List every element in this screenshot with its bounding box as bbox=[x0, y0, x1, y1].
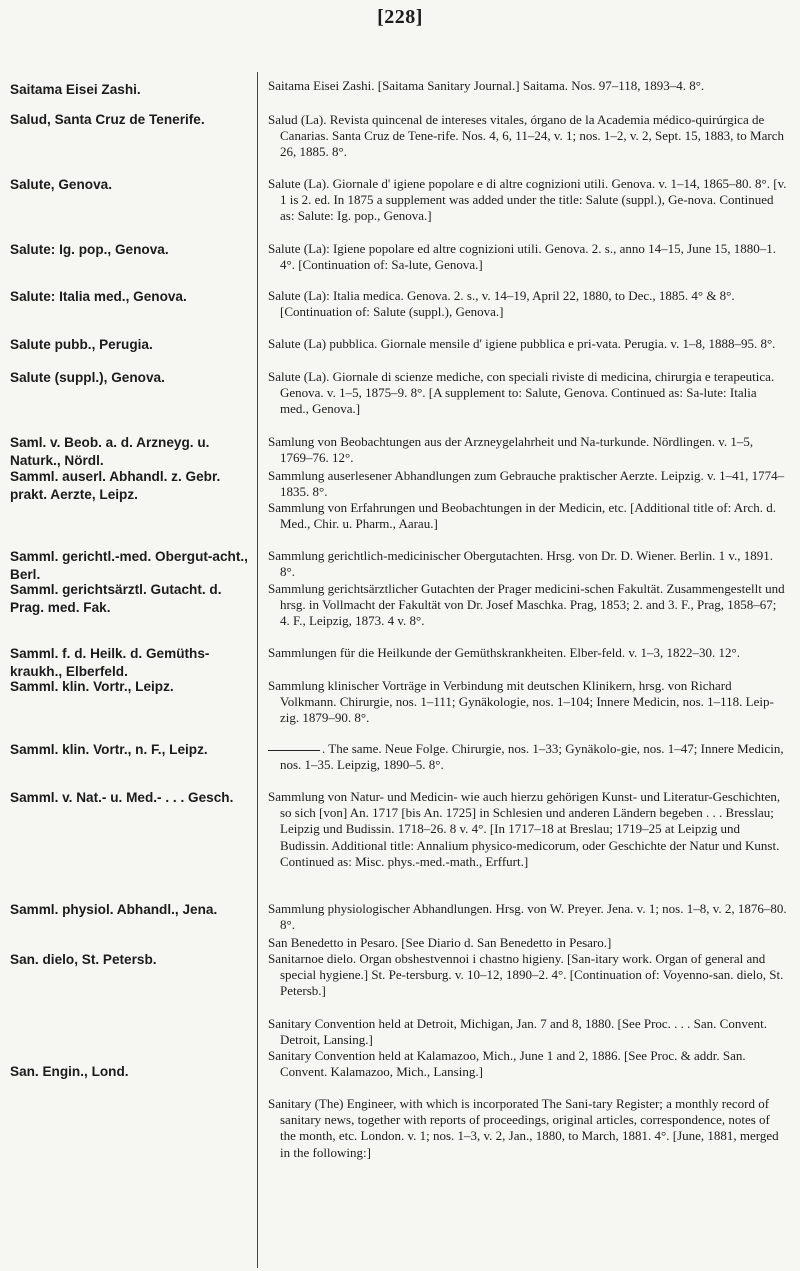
entry-sanitary-convention-detroit: Sanitary Convention held at Detroit, Michigan, Jan. 7 and 8, 1880. [See Proc. . . . San. Convent. Detroit, Lansing.] bbox=[268, 1016, 767, 1048]
entry-salute-suppl: Salute (La). Giornale di scienze mediche, con speciali riviste di medicina, chirurgia e terapeutica. Genova. v. 1–5, 1875–9. 8°. [A supplement to: Salute, Genova. Continued as: Sa-lute: Italia med., Genova.] bbox=[268, 369, 775, 417]
heading-salute-suppl: Salute (suppl.), Genova. bbox=[10, 370, 165, 385]
entry-salute-italia-med: Salute (La): Italia medica. Genova. 2. s., v. 14–19, April 22, 1880, to Dec., 1885. 4° & 8°. [Continuation of: Salute (suppl.), Genova.] bbox=[268, 288, 735, 320]
heading-salute-ig-pop: Salute: Ig. pop., Genova. bbox=[10, 242, 169, 257]
entry-sanitary-engineer: Sanitary (The) Engineer, with which is incorporated The Sani-tary Register; a monthly record of sanitary news, together with reports of proceedings, original articles, correspondence, notes of the month, etc. London. v. 1; nos. 1–3, v. 2, Jan., 1880, to March, 1881. 4°. [June, 1881, merged in the following:] bbox=[268, 1096, 779, 1160]
entry-san-benedetto: San Benedetto in Pesaro. [See Diario d. San Benedetto in Pesaro.] bbox=[268, 935, 612, 950]
entry-samml-gerichtsarztl: Sammlung gerichtsärztlicher Gutachten der Prager medicini-schen Fakultät. Zusammengestellt und hrsg. in Vollmacht der Fakultät von Dr. Josef Maschka. Prag, 1853; 2. and 3. F., Prag, 1858–67; 4. F., Leipzig, 1873. 4 v. 8°. bbox=[268, 581, 785, 629]
heading-samml-heilk: Samml. f. d. Heilk. d. Gemüths-kraukh., Elberfeld. bbox=[10, 646, 210, 679]
entry-salute-ig-pop: Salute (La): Igiene popolare ed altre cognizioni utili. Genova. 2. s., anno 14–15, June 15, 1880–1. 4°. [Continuation of: Sa-lute, Genova.] bbox=[268, 241, 776, 273]
heading-samml-gerichtl-med: Samml. gerichtl.-med. Obergut-acht., Berl. bbox=[10, 549, 248, 582]
heading-samml-auserl: Samml. auserl. Abhandl. z. Gebr. prakt. Aerzte, Leipz. bbox=[10, 469, 221, 502]
entry-samml-klin-vortr-nf: . The same. Neue Folge. Chirurgie, nos. 1–33; Gynäkolo-gie, nos. 1–47; Innere Medicin, nos. 1–35. Leipzig, 1890–5. 8°. bbox=[268, 741, 788, 773]
heading-samml-klin-vortr: Samml. klin. Vortr., Leipz. bbox=[10, 679, 174, 694]
heading-samml-nat-med: Samml. v. Nat.- u. Med.- . . . Gesch. bbox=[10, 790, 234, 805]
entry-salud: Salud (La). Revista quincenal de intereses vitales, órgano de la Academia médico-quirúrgica de Canarias. Santa Cruz de Tene-rife. Nos. 4, 6, 11–24, v. 1; nos. 1–2, v. 2, Sept. 15, 1883, to March 26, 1885. 8°. bbox=[268, 112, 784, 160]
repeat-dash bbox=[268, 750, 320, 751]
heading-salud: Salud, Santa Cruz de Tenerife. bbox=[10, 112, 205, 127]
heading-saml-beob: Saml. v. Beob. a. d. Arzneyg. u. Naturk., Nördl. bbox=[10, 435, 210, 468]
heading-salute-italia-med: Salute: Italia med., Genova. bbox=[10, 289, 187, 304]
entry-samml-physiol: Sammlung physiologischer Abhandlungen. Hrsg. von W. Preyer. Jena. v. 1; nos. 1–8, v. 2, 1876–80. 8°. bbox=[268, 901, 787, 933]
entry-sanitary-convention-kalamazoo: Sanitary Convention held at Kalamazoo, Mich., June 1 and 2, 1886. [See Proc. & addr. San. Convent. Kalamazoo, Mich., Lansing.] bbox=[268, 1048, 746, 1080]
heading-salute-genova: Salute, Genova. bbox=[10, 177, 112, 192]
entry-salute-pubb: Salute (La) pubblica. Giornale mensile d' igiene pubblica e pri-vata. Perugia. v. 1–8, 1888–95. 8°. bbox=[268, 336, 776, 351]
entry-samml-klin-vortr: Sammlung klinischer Vorträge in Verbindung mit deutschen Klinikern, hrsg. von Richard Volkmann. Chirurgie, nos. 1–111; Gynäkologie, nos. 1–104; Innere Medicin, nos. 1–118. Leip-zig. 1879–90. 8°. bbox=[268, 678, 774, 726]
entry-san-dielo: Sanitarnoe dielo. Organ obshestvennoi i chastno higieny. [San-itary work. Organ of general and special hygiene.] St. Pe-tersburg. v. 10–12, 1890–2. 4°. [Continuation of: Voyenno-san. dielo, St. Petersb.] bbox=[268, 951, 784, 999]
entry-samml-heilk: Sammlungen für die Heilkunde der Gemüthskrankheiten. Elber-feld. v. 1–3, 1822–30. 12°. bbox=[268, 645, 740, 660]
heading-san-dielo: San. dielo, St. Petersb. bbox=[10, 952, 157, 967]
entry-salute-genova: Salute (La). Giornale d' igiene popolare e di altre cognizioni utili. Genova. v. 1–14, 1865–80. 8°. [v. 1 is 2. ed. In 1875 a supplement was added under the title: Salute (suppl.), Ge-nova. Continued as: Salute: Ig. pop., Genova.] bbox=[268, 176, 787, 224]
heading-saitama: Saitama Eisei Zashi. bbox=[10, 82, 141, 97]
column-divider bbox=[257, 72, 258, 1268]
entry-samml-erfahrungen: Sammlung von Erfahrungen und Beobachtungen in der Medicin, etc. [Additional title of: Arch. d. Med., Chir. u. Pharm., Aarau.] bbox=[268, 500, 776, 532]
entry-samml-auserl: Sammlung auserlesener Abhandlungen zum Gebrauche praktischer Aerzte. Leipzig. v. 1–41, 1774–1835. 8°. bbox=[268, 468, 785, 500]
heading-samml-physiol: Samml. physiol. Abhandl., Jena. bbox=[10, 902, 218, 917]
entry-saitama: Saitama Eisei Zashi. [Saitama Sanitary Journal.] Saitama. Nos. 97–118, 1893–4. 8°. bbox=[268, 78, 705, 93]
page-number: [228] bbox=[377, 6, 423, 28]
entry-samml-nat-med: Sammlung von Natur- und Medicin- wie auch hierzu gehörigen Kunst- und Literatur-Geschichten, so sich [von] An. 1717 [bis An. 1725] in Schlesien und anderen Ländern begeben . . . Bresslau; Leipzig und Budissin. 1718–26. 8 v. 4°. [In 1717–18 at Breslau; 1719–25 at Leipzig und Budissin. Additional title: Annalium physico-medicorum, oder Geschichte der Natur und Kunst. Continued as: Misc. phys.-med.-math., Erffurt.] bbox=[268, 789, 781, 869]
entry-saml-beob: Samlung von Beobachtungen aus der Arzneygelahrheit und Na-turkunde. Nördlingen. v. 1–5, 1769–76. 12°. bbox=[268, 434, 754, 466]
heading-samml-klin-vortr-nf: Samml. klin. Vortr., n. F., Leipz. bbox=[10, 742, 208, 757]
heading-san-engin: San. Engin., Lond. bbox=[10, 1064, 129, 1079]
heading-salute-pubb: Salute pubb., Perugia. bbox=[10, 337, 153, 352]
heading-samml-gerichtsarztl: Samml. gerichtsärztl. Gutacht. d. Prag. med. Fak. bbox=[10, 582, 222, 615]
entry-samml-gerichtl-med: Sammlung gerichtlich-medicinischer Obergutachten. Hrsg. von Dr. D. Wiener. Berlin. 1 v., 1891. 8°. bbox=[268, 548, 774, 580]
